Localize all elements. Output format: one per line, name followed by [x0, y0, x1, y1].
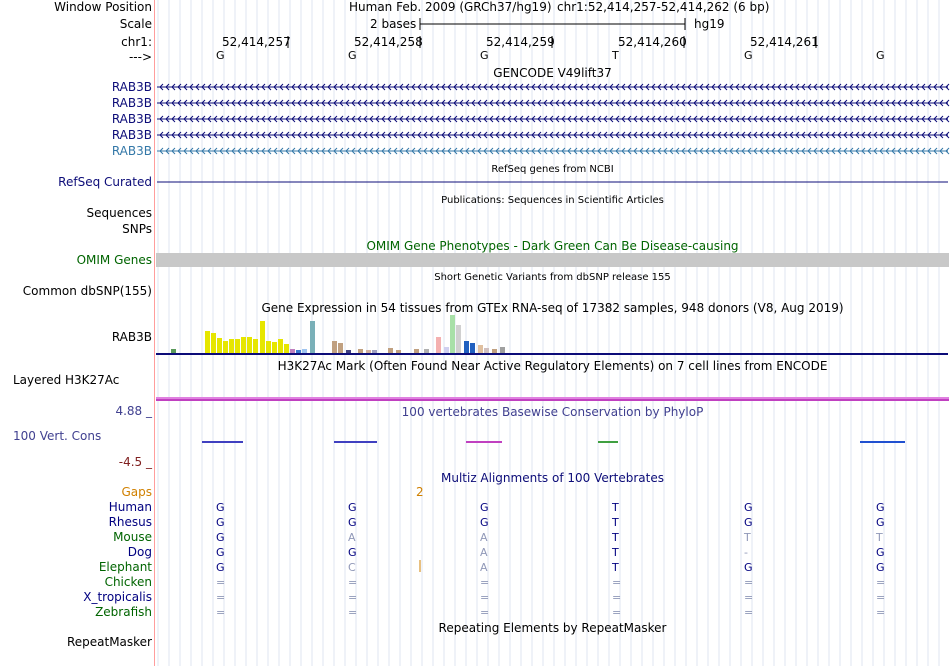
aligned-base: T — [612, 516, 619, 529]
gtex-tissue-bar — [414, 349, 419, 353]
reference-base: G — [216, 49, 225, 62]
gtex-tissue-bar — [278, 339, 283, 353]
coord-tick: 52,414,257 — [222, 35, 291, 49]
h3k27ac-track-label[interactable]: Layered H3K27Ac — [13, 373, 120, 387]
species-label[interactable]: Zebrafish — [95, 605, 152, 619]
gtex-tissue-bar — [241, 337, 246, 353]
gtex-tissue-bar — [388, 348, 393, 353]
strand-label: ---> — [128, 50, 152, 64]
aligned-base: G — [480, 501, 489, 514]
aligned-base: G — [216, 531, 225, 544]
gtex-tissue-bar — [296, 350, 301, 353]
aligned-base: G — [876, 501, 885, 514]
assembly-text: Human Feb. 2009 (GRCh37/hg19) — [349, 0, 552, 14]
species-label[interactable]: X_tropicalis — [83, 590, 152, 604]
species-label[interactable]: Human — [108, 500, 152, 514]
aligned-base: = — [876, 591, 886, 604]
gtex-tissue-bar — [338, 343, 343, 353]
coord-tick: 52,414,260 — [618, 35, 687, 49]
aligned-base: = — [876, 606, 886, 619]
cons-title: 100 vertebrates Basewise Conservation by PhyloP — [401, 405, 704, 419]
gtex-tissue-bar — [302, 349, 307, 353]
aligned-base: = — [744, 606, 754, 619]
gtex-tissue-bar — [253, 339, 258, 353]
gtex-tissue-bar — [171, 349, 176, 353]
label-divider — [154, 0, 155, 666]
gencode-gene-label[interactable]: RAB3B — [111, 112, 152, 126]
aligned-base: G — [348, 501, 357, 514]
aligned-base: G — [876, 516, 885, 529]
cons-max-label: 4.88 _ — [115, 404, 152, 418]
aligned-base: G — [216, 546, 225, 559]
gtex-tissue-bar — [229, 339, 234, 353]
aligned-base: G — [216, 501, 225, 514]
gencode-gene-label[interactable]: RAB3B — [111, 96, 152, 110]
coord-tick: 52,414,258 — [354, 35, 423, 49]
reference-base: G — [348, 49, 357, 62]
reference-base: G — [744, 49, 753, 62]
aligned-base: = — [216, 606, 226, 619]
h3k27ac-title: H3K27Ac Mark (Often Found Near Active Regulatory Elements) on 7 cell lines from ENCODE — [277, 359, 828, 373]
gtex-tissue-bar — [366, 350, 371, 353]
coord-tick: 52,414,259 — [486, 35, 555, 49]
aligned-base: G — [744, 561, 753, 574]
aligned-base: = — [744, 591, 754, 604]
aligned-base: = — [480, 591, 490, 604]
aligned-base: G — [216, 561, 225, 574]
species-label[interactable]: Dog — [127, 545, 152, 559]
gtex-tissue-bar — [284, 344, 289, 353]
pubs-snps-label[interactable]: SNPs — [122, 222, 152, 236]
aligned-base: T — [612, 531, 619, 544]
gtex-tissue-bar — [310, 321, 315, 353]
aligned-base: = — [480, 576, 490, 589]
cons-min-label: -4.5 _ — [118, 455, 152, 469]
aligned-base: T — [876, 531, 883, 544]
gtex-tissue-bar — [266, 341, 271, 353]
dbsnp-title: Short Genetic Variants from dbSNP release 155 — [434, 272, 671, 283]
gtex-tissue-bar — [217, 338, 222, 353]
omim-bar — [156, 253, 949, 267]
aligned-base: = — [744, 576, 754, 589]
gtex-tissue-bar — [436, 337, 441, 353]
gtex-tissue-bar — [372, 350, 377, 353]
aligned-base: = — [348, 606, 358, 619]
gtex-track-label[interactable]: RAB3B — [111, 330, 152, 344]
gencode-gene-label[interactable]: RAB3B — [111, 128, 152, 142]
aligned-base: T — [612, 561, 619, 574]
aligned-base: T — [612, 501, 619, 514]
aligned-base: G — [348, 516, 357, 529]
gtex-tissue-bar — [358, 349, 363, 353]
aligned-base: - — [744, 546, 748, 559]
gtex-tissue-bar — [492, 349, 497, 353]
species-label[interactable]: Chicken — [104, 575, 152, 589]
aligned-base: = — [348, 576, 358, 589]
aligned-base: A — [348, 531, 356, 544]
gtex-tissue-bar — [272, 342, 277, 353]
species-label[interactable]: Rhesus — [108, 515, 152, 529]
reference-base: G — [876, 49, 885, 62]
gencode-gene-label[interactable]: RAB3B — [111, 144, 152, 158]
gtex-tissue-bar — [464, 341, 469, 353]
refseq-track-label[interactable]: RefSeq Curated — [58, 175, 152, 189]
aligned-base: = — [876, 576, 886, 589]
species-label[interactable]: Mouse — [113, 530, 152, 544]
gtex-tissue-bar — [346, 350, 351, 353]
gtex-tissue-bar — [444, 347, 449, 353]
aligned-base: T — [612, 546, 619, 559]
aligned-base: = — [216, 591, 226, 604]
gtex-tissue-bar — [484, 348, 489, 353]
gencode-gene-label[interactable]: RAB3B — [111, 80, 152, 94]
rmsk-title: Repeating Elements by RepeatMasker — [438, 621, 667, 635]
refseq-title: RefSeq genes from NCBI — [491, 164, 614, 175]
aligned-base: G — [744, 501, 753, 514]
pubs-title: Publications: Sequences in Scientific Articles — [441, 195, 664, 206]
gaps-label[interactable]: Gaps — [121, 485, 152, 499]
dbsnp-track-label[interactable]: Common dbSNP(155) — [22, 284, 152, 298]
aligned-base: G — [876, 546, 885, 559]
aligned-base: = — [612, 591, 622, 604]
gtex-tissue-bar — [260, 321, 265, 353]
h3k27ac-band — [156, 397, 949, 399]
chrom-label: chr1: — [121, 35, 152, 49]
gtex-tissue-bar — [332, 341, 337, 353]
aligned-base: = — [348, 591, 358, 604]
aligned-base: = — [612, 576, 622, 589]
cons-track-label[interactable]: 100 Vert. Cons — [13, 429, 102, 443]
aligned-base: G — [480, 516, 489, 529]
aligned-base: C — [348, 561, 356, 574]
aligned-base: = — [612, 606, 622, 619]
gtex-tissue-bar — [223, 341, 228, 353]
coord-tick: 52,414,261 — [750, 35, 819, 49]
scale-label: Scale — [119, 17, 152, 31]
rmsk-track-label[interactable]: RepeatMasker — [66, 635, 152, 649]
gtex-tissue-bar — [470, 343, 475, 353]
omim-title: OMIM Gene Phenotypes - Dark Green Can Be Disease-causing — [366, 239, 739, 253]
species-label[interactable]: Elephant — [98, 560, 152, 574]
aligned-base: G — [216, 516, 225, 529]
reference-base: T — [612, 49, 619, 62]
aligned-base: = — [216, 576, 226, 589]
aligned-base: G — [876, 561, 885, 574]
pubs-sequences-label[interactable]: Sequences — [86, 206, 152, 220]
aligned-base: G — [348, 546, 357, 559]
gtex-tissue-bar — [450, 315, 455, 353]
gtex-tissue-bar — [456, 325, 461, 353]
gap-count: 2 — [416, 485, 424, 499]
gtex-tissue-bar — [478, 345, 483, 353]
reference-base: G — [480, 49, 489, 62]
aligned-base: A — [480, 531, 488, 544]
aligned-base: T — [744, 531, 751, 544]
window-position-label: Window Position — [54, 0, 152, 14]
aligned-base: A — [480, 561, 488, 574]
aligned-base: G — [744, 516, 753, 529]
gtex-tissue-bar — [205, 331, 210, 353]
scale-assembly-text: hg19 — [694, 17, 725, 31]
gtex-title: Gene Expression in 54 tissues from GTEx RNA-seq of 17382 samples, 948 donors (V8, Aug 2019) — [261, 301, 844, 315]
aligned-base: A — [480, 546, 488, 559]
gtex-tissue-bar — [500, 347, 505, 353]
gtex-tissue-bar — [235, 339, 240, 353]
h3k27ac-band — [156, 399, 949, 401]
scale-bases-text: 2 bases — [370, 17, 417, 31]
multiz-title: Multiz Alignments of 100 Vertebrates — [440, 471, 665, 485]
gtex-tissue-bar — [211, 333, 216, 353]
omim-track-label[interactable]: OMIM Genes — [76, 253, 152, 267]
gencode-title: GENCODE V49lift37 — [493, 66, 612, 80]
gtex-tissue-bar — [424, 349, 429, 353]
gtex-tissue-bar — [396, 350, 401, 353]
gtex-tissue-bar — [247, 337, 252, 353]
aligned-base: = — [480, 606, 490, 619]
coord-range-text: chr1:52,414,257-52,414,262 (6 bp) — [557, 0, 770, 14]
gtex-tissue-bar — [290, 349, 295, 353]
